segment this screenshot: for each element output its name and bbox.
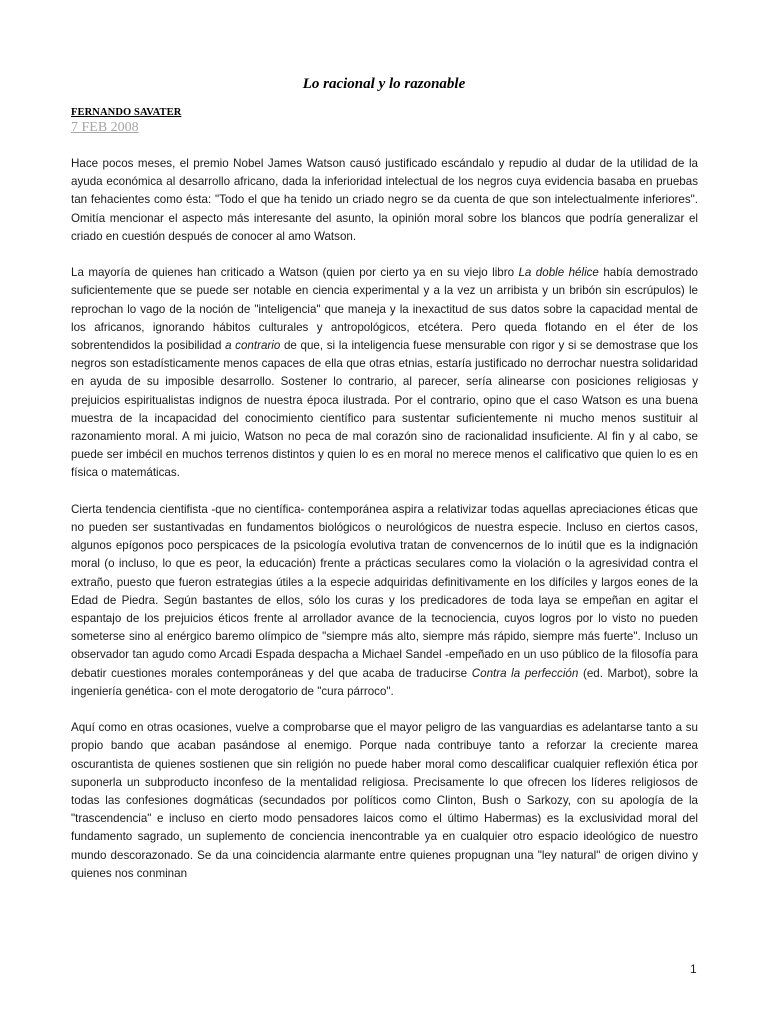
body-paragraph — [71, 501, 698, 701]
paragraph-text: Cierta tendencia cientifista -que no científica- contemporánea aspira a relativizar todas aquellas apreciaciones éticas que no pueden ser sustantivadas en fundamentos biológicos o neurológicos de nuestra especie. Incluso en ciertos casos, algunos epígonos poco perspicaces de la psicología evolutiva tratan de convencernos de lo inútil que es la indignación moral (o incluso, lo que es peor, la educación) frente a prácticas seculares como la violación o la agresividad contra el extraño, puesto que fueron estrategias útiles a la especie adquiridas definitivamente en los difíciles y largos eones de la Edad de Piedra. Según bastantes de ellos, sólo los curas y los predicadores de toda laya se empeñan en agitar el espantajo de los prejuicios éticos frente al arrollador avance de la tecnociencia, cuyos logros por lo visto no pueden someterse sino al enérgico baremo olímpico de "siempre más alto, siempre más rápido, siempre más fuerte". Incluso un observador tan agudo como Arcadi Espada despacha a Michael Sandel -empeñado en un uso público de la filosofía para debatir cuestiones morales contemporáneas y del que acaba de traducirse — [71, 502, 698, 680]
paragraph-text: Hace pocos meses, el premio Nobel James Watson causó justificado escándalo y repudio al dudar de la utilidad de la ayuda económica al desarrollo africano, dada la inferioridad intelectual de los negros cuya evidencia basaba en pruebas tan fehacientes como ésta: "Todo el que ha tenido un criado negro se da cuenta de que son intelectualmente inferiores". Omitía mencionar el aspecto más interesante del asunto, la opinión moral sobre los blancos que podría generalizar el criado en cuestión después de conocer al amo Watson. — [71, 157, 698, 243]
publication-date[interactable]: 7 FEB 2008 — [71, 120, 139, 135]
paragraph-text: Aquí como en otras ocasiones, vuelve a comprobarse que el mayor peligro de las vanguardias es adelantarse tanto a su propio bando que acaban pasándose al enemigo. Porque nada contribuye tanto a reforzar la creciente marea oscurantista de quienes sostienen que sin religión no puede haber moral como descalificar cualquier reflexión ética por suponerla un subproducto inconfeso de la mentalidad religiosa. Precisamente lo que ofrecen los líderes religiosos de todas las confesiones dogmáticas (secundados por políticos como Clinton, Bush o Sarkozy, con su apología de la "trascendencia" e incluso en cierto modo pensadores laicos como el último Habermas) es la exclusividad moral del fundamento sagrado, un suplemento de conciencia inencontrable ya en cualquier otro espacio ideológico de nuestro mundo descorazonado. Se da una coincidencia alarmante entre quienes propugnan una "ley natural" de origen divino y quienes nos conminan — [71, 721, 698, 880]
body-paragraph — [71, 155, 698, 246]
author-name[interactable]: FERNANDO SAVATER — [71, 107, 182, 118]
article-title: Lo racional y lo razonable — [302, 76, 466, 92]
paragraph-text: había demostrado suficientemente que se puede ser notable en ciencia experimental y a la vez un arribista y un bribón sin escrúpulos) le reprochan lo vago de la noción de "inteligencia" que maneja y la inexactitud de sus datos sobre la capacidad mental de los africanos, ignorando hábitos culturales y antropológicos, etcétera. Pero queda flotando en el éter de los sobrentendidos la posibilidad — [71, 266, 698, 353]
page-number: 1 — [690, 962, 697, 976]
paragraph-text: (ed. Marbot), sobre la ingeniería genética- con el mote derogatorio de "cura párroco". — [71, 666, 699, 698]
paragraph-text: de que, si la inteligencia fuese mensurable con rigor y si se demostrase que los negros son estadísticamente menos capaces de ella que otras etnias, estaría justificado no derrochar nuestra solidaridad en ayuda de su imposible desarrollo. Sostener lo contrario, al parecer, sería alinearse con posiciones religiosas y prejuicios espiritualistas indignos de nuestra época ilustrada. Por el contrario, opino que el caso Watson es una buena muestra de la incapacidad del conocimiento científico para sustentar suficientemente ni mucho menos sustituir al razonamiento moral. A mi juicio, Watson no peca de mal corazón sino de racionalidad insuficiente. Al fin y al cabo, se puede ser imbécil en muchos terrenos distintos y quien lo es en moral no merece menos el calificativo que quien lo es en física o matemáticas. — [71, 339, 698, 480]
body-paragraph — [71, 264, 698, 482]
italic-title-text: La doble hélice — [518, 266, 599, 280]
paragraph-text: La mayoría de quienes han criticado a Watson (quien por cierto ya en su viejo libro — [71, 266, 519, 280]
article-body — [71, 155, 698, 901]
italic-title-text: a contrario — [225, 339, 281, 353]
italic-title-text: Contra la perfección — [471, 666, 579, 680]
body-paragraph — [71, 719, 698, 883]
